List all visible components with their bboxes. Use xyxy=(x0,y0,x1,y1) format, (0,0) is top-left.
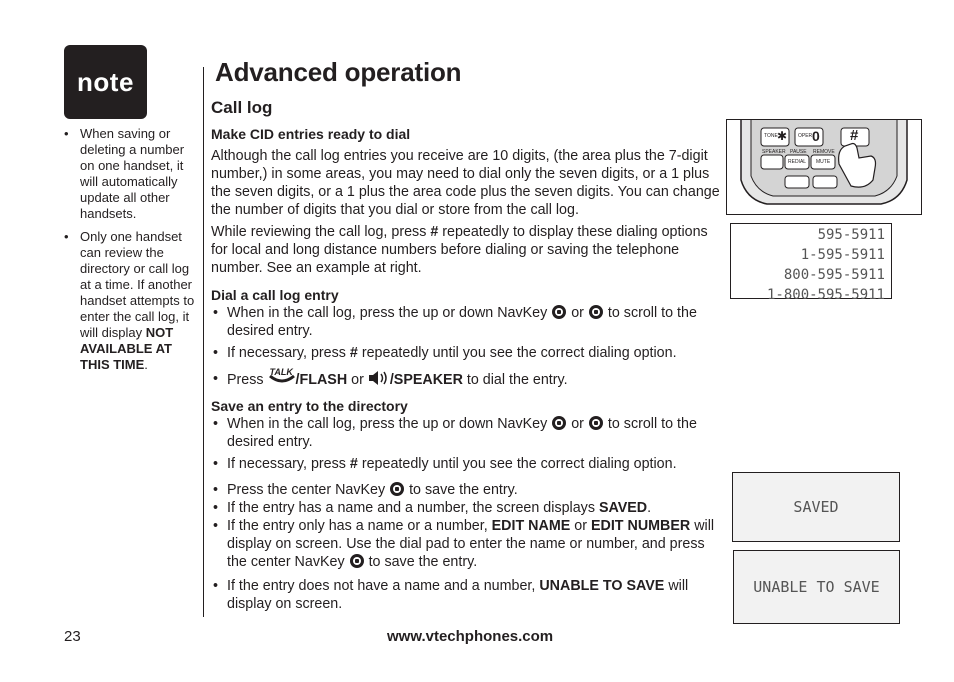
lcd-unable-text: UNABLE TO SAVE xyxy=(753,578,880,596)
lcd-unable-to-save xyxy=(733,550,900,624)
lcd-number: 800-595-5911 xyxy=(783,267,885,283)
keypad-drawing xyxy=(727,120,921,214)
navkey-center-icon xyxy=(350,554,364,568)
pause-key-label: PAUSE xyxy=(790,149,807,155)
navkey-down-icon xyxy=(589,305,603,319)
save-bullet-1: • When in the call log, press the up or down NavKey or to scroll to the desired entry. xyxy=(211,415,723,451)
side-notes xyxy=(64,126,200,380)
hash-key-label: # xyxy=(850,127,859,144)
save-heading: Save an entry to the directory xyxy=(211,398,408,414)
tone-key-symbol: ✱ xyxy=(777,129,788,143)
dial-list xyxy=(211,304,723,389)
footer-url: www.vtechphones.com xyxy=(387,628,554,645)
save-list xyxy=(211,415,723,613)
phone-keypad-illustration xyxy=(726,119,922,215)
lcd-dialing-options xyxy=(730,223,892,303)
speaker-icon xyxy=(368,370,390,384)
note-label: note xyxy=(77,66,134,97)
side-note-1: • When saving or deleting a number on one handset, it will automatically update all other handsets. xyxy=(64,126,200,222)
save-bullet-2: • If necessary, press # repeatedly until you see the correct dialing option. xyxy=(211,455,723,473)
save-bullet-6: • If the entry does not have a name and a number, UNABLE TO SAVE will display on screen. xyxy=(211,577,723,613)
cid-para-1: Although the call log entries you receive are 10 digits, (the area plus the 7-digit number,) in some areas, you may need to dial only the seven digits, or a 1 plus the seven digits, or a 1 plus the area code plus the seven digits. You can change the number of digits that you dial or store from the call log. xyxy=(211,148,720,218)
lcd-number: 1-595-5911 xyxy=(800,247,885,263)
save-bullet-4: • If the entry has a name and a number, the screen displays SAVED. xyxy=(211,499,723,517)
save-bullet-3: • Press the center NavKey to save the entry. xyxy=(211,481,723,499)
save-bullet-5: • If the entry only has a name or a number, EDIT NAME or EDIT NUMBER will display on screen. Use the dial pad to enter the name or number, and press the center NavKey to save the entry. xyxy=(211,517,723,571)
remove-key-label: REMOVE xyxy=(813,149,835,155)
talk-icon: TALK xyxy=(268,370,296,384)
navkey-center-icon xyxy=(390,482,404,496)
dial-bullet-1: • When in the call log, press the up or down NavKey or to scroll to the desired entry. xyxy=(211,304,723,340)
note-badge xyxy=(64,45,147,119)
redial-key-label: REDIAL xyxy=(788,159,807,165)
dial-heading: Dial a call log entry xyxy=(211,287,339,303)
navkey-up-icon xyxy=(552,416,566,430)
oper-key-digit: 0 xyxy=(812,128,820,144)
lcd-number: 595-5911 xyxy=(817,227,885,243)
side-note-2: • Only one handset can review the directory or call log at a time. If another handset attempts to enter the call log, it will display NOT AVAILABLE AT THIS TIME. xyxy=(64,229,200,373)
tone-key-label: TONE xyxy=(764,133,778,139)
navkey-down-icon xyxy=(589,416,603,430)
cid-heading: Make CID entries ready to dial xyxy=(211,126,411,142)
dial-bullet-2: • If necessary, press # repeatedly until you see the correct dialing option. xyxy=(211,344,723,362)
lcd-number: 1-800-595-5911 xyxy=(766,287,885,303)
divider-line xyxy=(203,67,204,617)
speaker-key-label: SPEAKER xyxy=(762,149,786,155)
oper-key-label: OPER xyxy=(798,133,813,139)
mute-key-label: MUTE xyxy=(816,159,831,165)
page-title: Advanced operation xyxy=(215,57,462,87)
section-heading: Call log xyxy=(211,98,273,117)
navkey-up-icon xyxy=(552,305,566,319)
page-number: 23 xyxy=(64,628,81,645)
lcd-saved xyxy=(732,472,900,542)
cid-para-2: While reviewing the call log, press # repeatedly to display these dialing options for local and long distance numbers before dialing or saving the telephone number. See an example at right. xyxy=(211,224,708,276)
main-content xyxy=(211,125,723,617)
lcd-saved-text: SAVED xyxy=(793,498,839,516)
dial-bullet-3: • Press TALK /FLASH or /SPEAKER to dial the entry. xyxy=(211,370,723,389)
